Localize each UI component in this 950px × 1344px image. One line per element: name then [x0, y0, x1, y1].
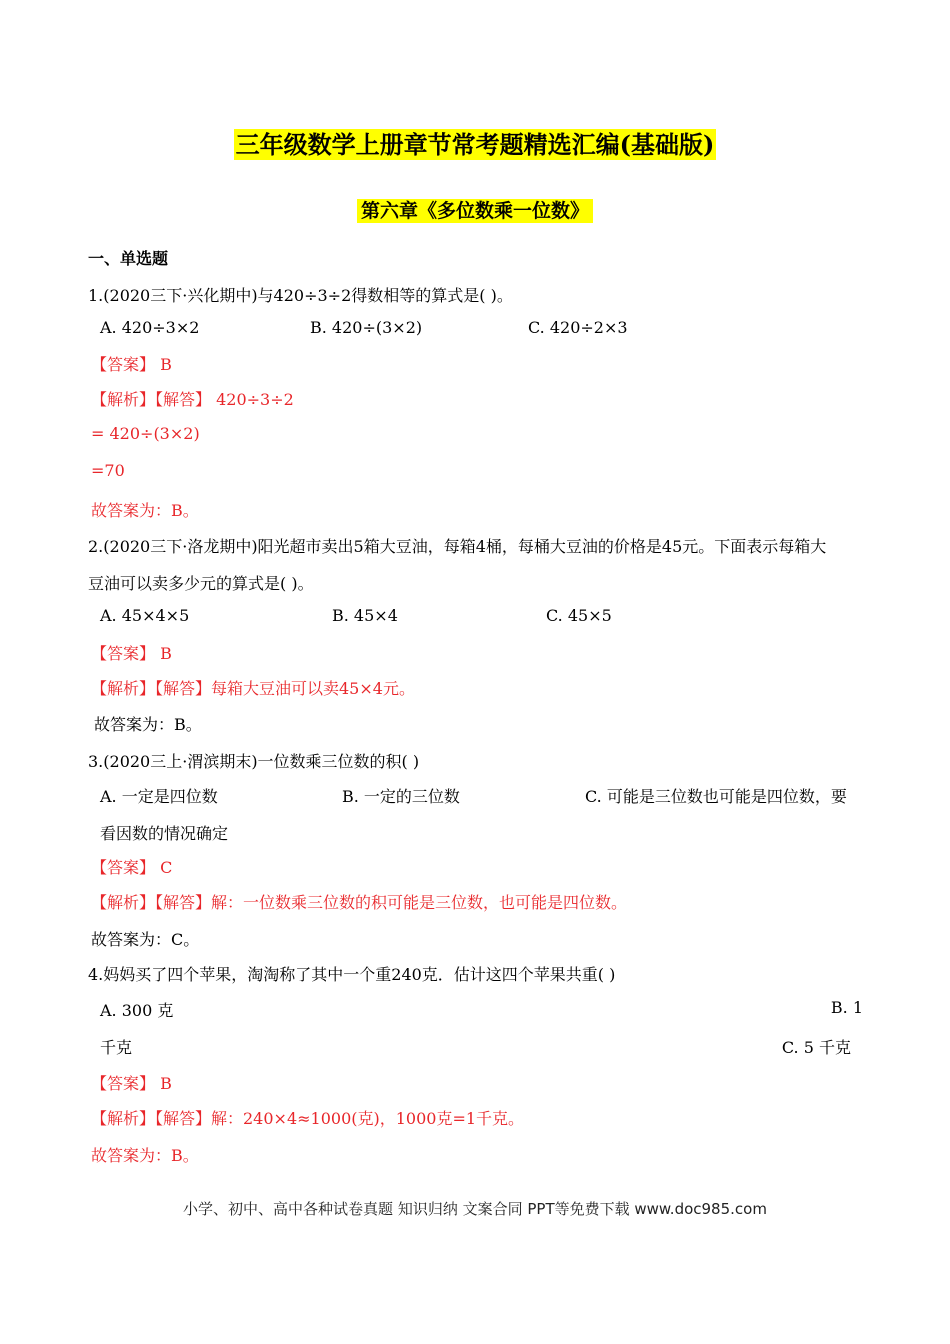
question-1-option-b: B. 420÷(3×2) — [310, 318, 423, 337]
question-4-option-b: B. 1 — [830, 998, 863, 1017]
question-1-step-1: = 420÷(3×2) — [91, 424, 200, 443]
question-2-analysis: 【解析】【解答】每箱大豆油可以卖45×4元。 — [91, 679, 415, 698]
question-2-conclusion: 故答案为：B。 — [94, 715, 202, 734]
question-1-conclusion: 故答案为：B。 — [91, 501, 199, 520]
question-3-stem: 3.(2020三上·渭滨期末)一位数乘三位数的积( ) — [88, 752, 420, 771]
section-heading: 一、单选题 — [88, 249, 169, 268]
question-2-answer: 【答案】 B — [91, 644, 172, 663]
question-4-option-a: A. 300 克 — [100, 1001, 174, 1020]
question-4-stem: 4.妈妈买了四个苹果，淘淘称了其中一个重240克．估计这四个苹果共重( ) — [88, 965, 616, 984]
question-1-option-c: C. 420÷2×3 — [528, 318, 628, 337]
question-3-analysis: 【解析】【解答】解：一位数乘三位数的积可能是三位数，也可能是四位数。 — [91, 893, 628, 912]
question-2-stem-line-1: 2.(2020三下·洛龙期中)阳光超市卖出5箱大豆油，每箱4桶，每桶大豆油的价格是45元。下面表示每箱大 — [88, 537, 827, 556]
chapter-subtitle: 第六章《多位数乘一位数》 — [0, 196, 950, 223]
question-3-option-c-continued: 看因数的情况确定 — [100, 824, 229, 843]
document-title: 三年级数学上册章节常考题精选汇编(基础版) — [235, 130, 715, 159]
question-3-option-b: B. 一定的三位数 — [342, 787, 460, 806]
question-4-answer: 【答案】 B — [91, 1074, 172, 1093]
question-1-analysis: 【解析】【解答】 420÷3÷2 — [91, 390, 294, 409]
question-3-conclusion: 故答案为：C。 — [91, 930, 200, 949]
question-4-option-c: C. 5 千克 — [781, 1038, 851, 1057]
question-1-step-2: =70 — [91, 461, 125, 480]
question-2-stem-line-2: 豆油可以卖多少元的算式是( )。 — [88, 574, 314, 593]
question-3-option-c: C. 可能是三位数也可能是四位数，要 — [585, 787, 847, 806]
page-footer: 小学、初中、高中各种试卷真题 知识归纳 文案合同 PPT等免费下载 www.doc985.com — [183, 1200, 767, 1218]
question-3-option-a: A. 一定是四位数 — [100, 787, 218, 806]
question-4-analysis: 【解析】【解答】解：240×4≈1000(克)，1000克=1千克。 — [91, 1109, 525, 1128]
question-3-answer: 【答案】 C — [91, 858, 173, 877]
question-2-option-c: C. 45×5 — [546, 606, 612, 625]
question-1-stem: 1.(2020三下·兴化期中)与420÷3÷2得数相等的算式是( )。 — [88, 286, 513, 305]
question-4-option-b-continued: 千克 — [100, 1038, 133, 1057]
question-1-option-a: A. 420÷3×2 — [100, 318, 200, 337]
question-4-conclusion: 故答案为：B。 — [91, 1146, 199, 1165]
question-2-option-b: B. 45×4 — [332, 606, 398, 625]
question-1-answer: 【答案】 B — [91, 355, 172, 374]
question-2-option-a: A. 45×4×5 — [100, 606, 190, 625]
